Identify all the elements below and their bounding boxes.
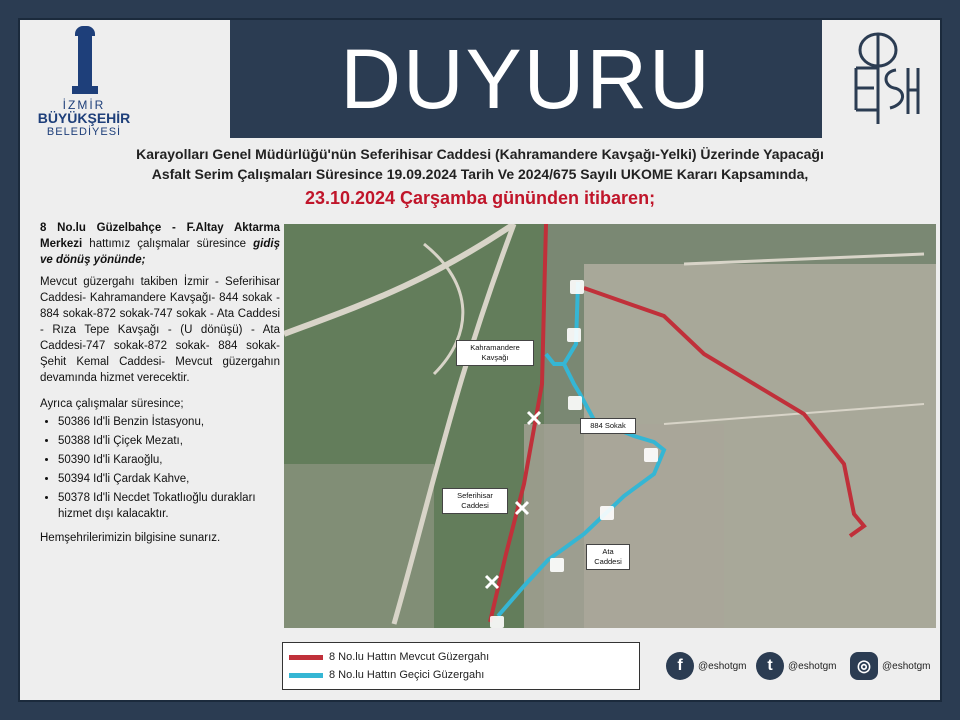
closed-stops-list [40, 414, 280, 522]
eshot-logo [826, 28, 926, 128]
instagram-icon: ◎ [850, 652, 878, 680]
facebook-icon: f [666, 652, 694, 680]
logo-line-1: İZMİR [62, 98, 106, 112]
header [20, 20, 940, 138]
list-item: • 50378 Id'li Necdet Tokatlıoğlu durakları hizmet dışı kalacaktır. [58, 490, 280, 522]
facebook-handle: @eshotgm [698, 660, 747, 672]
route-title: 8 No.lu Güzelbahçe - F.Altay Aktarma Merkezi [40, 222, 280, 250]
headline-line-2: Asfalt Serim Çalışmaları Süresince 19.09.2024 Tarih Ve 2024/675 Sayılı UKOME Kararı Kapsamında, [151, 166, 809, 182]
eshot-monogram-icon [826, 28, 926, 128]
map-label-seferihisar: Seferihisar Caddesi [442, 488, 508, 514]
closing-text: Hemşehrilerimizin bilgisine sunarız. [40, 532, 221, 544]
twitter-handle: @eshotgm [788, 660, 837, 672]
logo-line-2: BÜYÜKŞEHİR [37, 110, 131, 126]
map-label-ata-caddesi: Ata Caddesi [586, 544, 630, 570]
route-description: Mevcut güzergahı takiben İzmir - Seferihisar Caddesi- Kahramandere Kavşağı- 844 sokak - 884 sokak-872 sokak-747 sokak - Ata Caddesi - Rıza Tepe Kavşağı - (U dönüşü) - Ata Caddesi-747 sokak-872 sokak- 884 sokak- Şehit Kemal Caddesi- Mevcut güzergahın devamında hizmet verecektir. [40, 276, 280, 384]
izmir-bb-logo [34, 28, 134, 138]
list-item: • 50386 Id'li Benzin İstasyonu, [58, 414, 280, 430]
route-direction: gidiş ve dönüş yönünde; [40, 238, 280, 266]
list-item: • 50394 Id'li Çardak Kahve, [58, 471, 280, 487]
route-text: hattımız çalışmalar süresince [89, 238, 247, 250]
instagram-link[interactable] [850, 650, 931, 682]
legend-current [289, 649, 489, 665]
twitter-icon: t [756, 652, 784, 680]
clock-tower-icon [78, 32, 92, 92]
headline [20, 144, 940, 212]
route-paragraph [40, 220, 280, 268]
instagram-handle: @eshotgm [882, 660, 931, 672]
legend-swatch-temporary [289, 673, 323, 678]
announcement-panel [18, 18, 942, 702]
logo-line-3: BELEDİYESİ [46, 126, 122, 138]
legend-temporary [289, 667, 484, 683]
map-label-kahramandere: Kahramandere Kavşağı [456, 340, 534, 366]
headline-line-1: Karayolları Genel Müdürlüğü'nün Seferihisar Caddesi (Kahramandere Kavşağı-Yelki) Üzerinde Yapacağı [136, 146, 824, 162]
legend-current-label: 8 No.lu Hattın Mevcut Güzergahı [329, 651, 490, 663]
announcement-body [40, 220, 280, 552]
legend-temporary-label: 8 No.lu Hattın Geçici Güzergahı [329, 669, 485, 681]
list-item: • 50390 Id'li Karaoğlu, [58, 452, 280, 468]
twitter-link[interactable] [756, 650, 837, 682]
headline-date: 23.10.2024 Çarşamba gününden itibaren; [304, 188, 656, 208]
stops-intro: Ayrıca çalışmalar süresince; [40, 398, 184, 410]
legend-swatch-current [289, 655, 323, 660]
facebook-link[interactable] [666, 650, 747, 682]
route-legend [282, 642, 640, 690]
map-label-884-sokak: 884 Sokak [580, 418, 636, 434]
page-title: DUYURU [230, 20, 822, 138]
list-item: • 50388 Id'li Çiçek Mezatı, [58, 433, 280, 449]
